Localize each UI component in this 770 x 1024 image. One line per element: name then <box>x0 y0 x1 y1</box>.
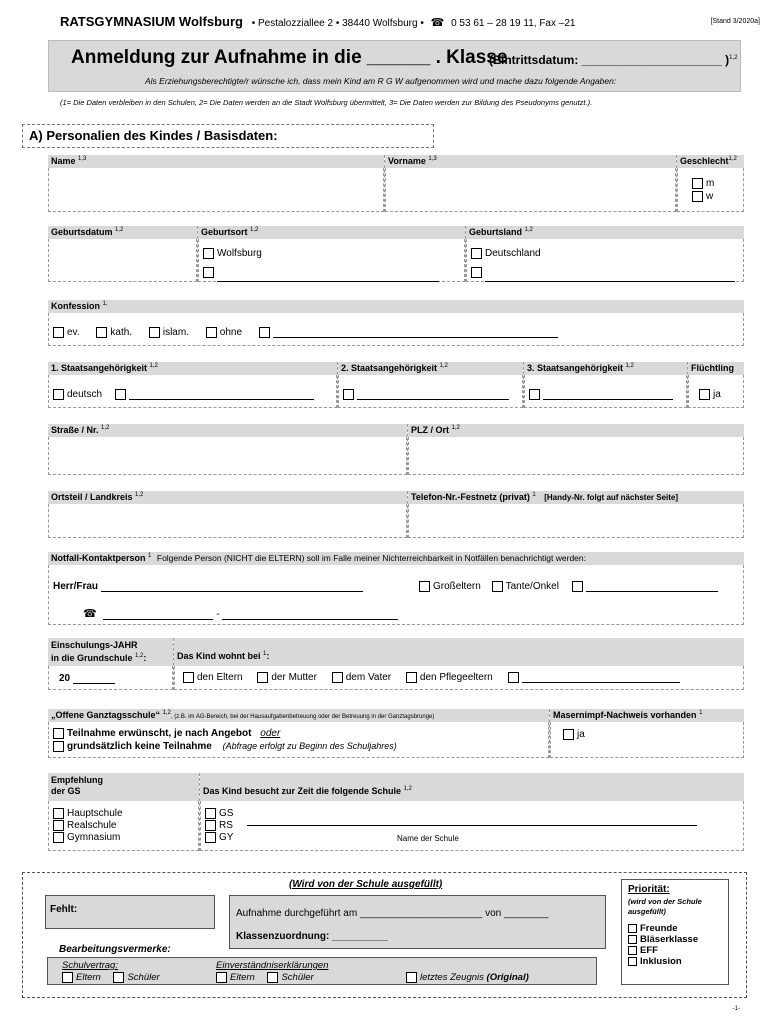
emp-hauptschule-label: Hauptschule <box>67 808 123 820</box>
ortsteil-label <box>48 491 407 504</box>
staat1-label <box>48 362 337 375</box>
notfall-phone-icon: ☎ <box>83 608 97 620</box>
deutschland-label: Deutschland <box>485 248 541 259</box>
ganztag-label <box>48 709 549 722</box>
tanteonkel-checkbox[interactable] <box>492 581 503 592</box>
school-name: RATSGYMNASIUM Wolfsburg <box>60 14 243 29</box>
aufnahme-box <box>229 895 606 949</box>
letterhead <box>60 14 760 30</box>
masern-label-text: Masernimpf-Nachweis vorhanden <box>553 710 697 720</box>
ganztag-field <box>48 722 549 758</box>
geburtsdatum-label-text: Geburtsdatum <box>51 227 113 237</box>
staat3-field <box>524 375 687 408</box>
fehlt-label: Fehlt: <box>50 904 78 915</box>
geburtsland-other-checkbox[interactable] <box>471 267 482 278</box>
schulname-line[interactable] <box>247 825 697 826</box>
vorname-label-text: Vorname <box>388 156 426 166</box>
konfession-cell <box>48 300 744 346</box>
prioritaet-note: (wird von der Schule ausgefüllt) <box>628 897 702 916</box>
notfall-sup: 1 <box>148 553 152 559</box>
prio-inklusion-checkbox[interactable] <box>628 957 637 966</box>
konf-ohne-checkbox[interactable] <box>206 327 217 338</box>
name-sup: 1,3 <box>78 156 87 162</box>
besucht-cell <box>200 773 744 851</box>
konfession-label <box>48 300 744 313</box>
geburtsort-other-checkbox[interactable] <box>203 267 214 278</box>
notfall-text: Folgende Person (NICHT die ELTERN) soll im Falle meiner Nichterreichbarkeit in Notfällen benachrichtigt werden: <box>156 553 586 563</box>
strasse-label-text: Straße / Nr. <box>51 425 99 435</box>
staat2-field <box>338 375 523 408</box>
wohnt-mutter-label: der Mutter <box>271 672 317 684</box>
einv-eltern-label: Eltern <box>230 972 255 984</box>
grosseltern-checkbox[interactable] <box>419 581 430 592</box>
wohnt-vater-checkbox[interactable] <box>332 672 343 683</box>
deutsch-label: deutsch <box>67 389 103 401</box>
konfession-field <box>48 313 744 346</box>
konf-kath-label: kath. <box>110 327 133 339</box>
einv-schueler-label: Schüler <box>281 972 314 984</box>
staat2-cell <box>338 362 524 408</box>
teilnahme-ja-label: Teilnahme erwünscht, je nach Angebot <box>67 728 252 739</box>
konf-other-checkbox[interactable] <box>259 327 270 338</box>
fluechtling-ja-label: ja <box>713 389 721 401</box>
vorname-sup: 1,3 <box>428 156 437 162</box>
prio-freunde-label: Freunde <box>640 923 678 934</box>
handy-note: [Handy-Nr. folgt auf nächster Seite] <box>544 493 679 502</box>
staat1-other-line[interactable] <box>129 390 314 400</box>
fluechtling-label: Flüchtling <box>688 362 744 375</box>
ortsteil-row <box>48 491 744 538</box>
tanteonkel-label: Tante/Onkel <box>505 581 559 593</box>
prio-freunde-checkbox[interactable] <box>628 924 637 933</box>
notfall-nummer-line[interactable] <box>222 610 398 620</box>
empfehlung-label-text: Empfehlung <box>51 775 103 785</box>
strasse-field[interactable] <box>48 437 407 475</box>
plz-cell <box>408 424 744 475</box>
masern-checkbox[interactable] <box>563 729 574 740</box>
vertrag-eltern-label: Eltern <box>76 972 101 984</box>
zeugnis-checkbox[interactable] <box>406 972 417 983</box>
staat3-line[interactable] <box>543 390 673 400</box>
geburtsland-other-line[interactable] <box>485 272 735 282</box>
masern-cell <box>550 709 744 758</box>
staat2-label-text: 2. Staatsangehörigkeit <box>341 363 438 373</box>
page-number: -1- <box>732 1006 740 1012</box>
besucht-label-text: Das Kind besucht zur Zeit die folgende Schule <box>203 786 402 796</box>
einschulung-field <box>48 666 173 690</box>
plz-label <box>408 424 744 437</box>
geburtsland-field <box>466 239 744 282</box>
einschulung-sup: 1,2 <box>135 653 144 659</box>
prioritaet-box <box>621 879 729 985</box>
ganztag-note: , (z.B. im AG-Bereich, bei der Hausaufgabenbetreuung oder der Betreuung in der Ganztagsbrunge) <box>170 714 435 720</box>
besucht-gy-checkbox[interactable] <box>205 832 216 843</box>
wohnt-label-text: Das Kind wohnt bei <box>177 651 261 661</box>
konfession-sup: 1, <box>102 301 108 307</box>
besucht-gs-label: GS <box>219 808 234 820</box>
staat1-sup: 1,2 <box>149 363 158 369</box>
konf-ev-label: ev. <box>67 327 80 339</box>
prio-blaeser-label: Bläserklasse <box>640 934 699 945</box>
wohnt-vater-label: dem Vater <box>345 672 392 684</box>
einschulung-label-text: Einschulungs-JAHR <box>51 640 138 650</box>
vertrag-eltern-checkbox[interactable] <box>62 972 73 983</box>
bearbeitung-label: Bearbeitungsvermerke: <box>59 944 171 955</box>
einschulung-row <box>48 638 744 690</box>
prio-blaeser-checkbox[interactable] <box>628 935 637 944</box>
school-address: • Pestalozziallee 2 • 38440 Wolfsburg • <box>251 18 424 29</box>
geschlecht-sup: 1,2 <box>728 156 737 162</box>
wohnt-label: Das Kind wohnt bei $^1$: <box>174 638 744 666</box>
herrfrau-label: Herr/Frau <box>53 581 99 592</box>
geschlecht-field <box>677 168 744 212</box>
staat2-label <box>338 362 523 375</box>
staat1-other-checkbox[interactable] <box>115 389 126 400</box>
staat-row <box>48 362 744 408</box>
address-row <box>48 424 744 475</box>
form-subtitle: Als Erziehungsberechtigte/r wünsche ich, dass mein Kind am R G W aufgenommen wird und mache dazu folgende Angaben: <box>145 76 617 86</box>
geburtsort-field <box>198 239 465 282</box>
empfehlung-label-text2: der GS <box>51 786 81 796</box>
aufnahme-label: Aufnahme durchgeführt am ______________________ von ________ <box>236 908 549 919</box>
wohnt-eltern-label: den Eltern <box>197 672 243 684</box>
deutsch-checkbox[interactable] <box>53 389 64 400</box>
vertrag-schueler-checkbox[interactable] <box>113 972 124 983</box>
wohnt-other-line[interactable] <box>522 673 680 683</box>
strasse-sup: 1,2 <box>101 425 110 431</box>
schulname-caption: Name der Schule <box>397 834 459 843</box>
abfrage-note: (Abfrage erfolgt zu Beginn des Schuljahres) <box>222 741 397 751</box>
emp-gymnasium-checkbox[interactable] <box>53 832 64 843</box>
wohnt-cell <box>174 638 744 690</box>
geburtsdatum-cell <box>48 226 198 282</box>
zeugnis-label: letztes Zeugnis <box>420 972 484 984</box>
name-row <box>48 155 744 212</box>
ganztag-cell <box>48 709 550 758</box>
notfall-vorwahl-line[interactable] <box>103 610 213 620</box>
strasse-cell <box>48 424 408 475</box>
einv-eltern-checkbox[interactable] <box>216 972 227 983</box>
notfall-row <box>48 552 744 625</box>
telefon-cell <box>408 491 744 538</box>
strasse-label <box>48 424 407 437</box>
notfall-other-line[interactable] <box>586 582 718 592</box>
fehlt-box <box>45 895 215 929</box>
plz-field[interactable] <box>408 437 744 475</box>
konf-ohne-label: ohne <box>219 327 243 339</box>
ortsteil-label-text: Ortsteil / Landkreis <box>51 492 133 502</box>
vertrag-schueler-label: Schüler <box>127 972 160 984</box>
bearbeitung-box <box>47 957 597 985</box>
male-label: m <box>706 178 715 189</box>
klassen-label: Klassenzuordnung: __________ <box>236 931 388 942</box>
female-label: w <box>706 191 714 202</box>
ortsteil-field[interactable] <box>48 504 407 538</box>
geburtsort-other-line[interactable] <box>217 272 439 282</box>
telefon-label <box>408 491 744 504</box>
data-footnote: (1= Die Daten verbleiben in den Schulen, 2= Die Daten werden an die Stadt Wolfsburg übermittelt, 3= Die Daten werden zur Bildung des Pseudonyms genutzt.). <box>60 98 593 107</box>
emp-realschule-label: Realschule <box>67 820 117 832</box>
besucht-gs-checkbox[interactable] <box>205 808 216 819</box>
einschulung-label: Einschulungs-JAHR in die Grundschule $^{1,2}$: <box>48 638 173 666</box>
wohnt-sup: 1 <box>263 651 267 657</box>
wohnt-pflege-label: den Pflegeeltern <box>419 672 493 684</box>
prio-eff-checkbox[interactable] <box>628 946 637 955</box>
name-cell <box>48 155 385 212</box>
staat3-label-text: 3. Staatsangehörigkeit <box>527 363 624 373</box>
name-label-text: Name <box>51 156 76 166</box>
grosseltern-label: Großeltern <box>433 581 481 593</box>
geschlecht-cell <box>677 155 744 212</box>
teilnahme-nein-label: grundsätzlich keine Teilnahme <box>67 741 212 752</box>
name-field[interactable] <box>48 168 384 212</box>
empfehlung-row <box>48 773 744 851</box>
emp-hauptschule-checkbox[interactable] <box>53 808 64 819</box>
female-checkbox[interactable] <box>692 191 703 202</box>
geburtsort-label <box>198 226 465 239</box>
staat3-label <box>524 362 687 375</box>
einschulung-label-text2: in die Grundschule <box>51 653 133 663</box>
schulvertrag-label: Schulvertrag: <box>62 960 118 971</box>
notfall-name-line[interactable] <box>101 582 363 592</box>
deutschland-checkbox[interactable] <box>471 248 482 259</box>
einv-schueler-checkbox[interactable] <box>267 972 278 983</box>
staat1-label-text: 1. Staatsangehörigkeit <box>51 363 148 373</box>
wolfsburg-label: Wolfsburg <box>217 248 262 259</box>
school-phone: 0 53 61 – 28 19 11, Fax –21 <box>451 18 576 29</box>
konf-kath-checkbox[interactable] <box>96 327 107 338</box>
geschlecht-label-text: Geschlecht <box>680 156 729 166</box>
staat3-sup: 1,2 <box>625 363 634 369</box>
prio-eff-label: EFF <box>640 945 658 956</box>
ortsteil-cell <box>48 491 408 538</box>
oder-label: oder <box>260 728 281 739</box>
notfall-other-checkbox[interactable] <box>572 581 583 592</box>
fluechtling-checkbox[interactable] <box>699 389 710 400</box>
geburtsort-cell <box>198 226 466 282</box>
geschlecht-label <box>677 155 744 168</box>
empfehlung-cell <box>48 773 200 851</box>
empfehlung-field <box>48 801 199 851</box>
vorname-cell <box>385 155 677 212</box>
jahr-prefix: 20 <box>59 673 71 684</box>
ganztag-sup: 1,2 <box>162 710 171 716</box>
geburtsort-label-text: Geburtsort <box>201 227 248 237</box>
teilnahme-ja-checkbox[interactable] <box>53 728 64 739</box>
geburtsdatum-label <box>48 226 197 239</box>
konf-islam-checkbox[interactable] <box>149 327 160 338</box>
entry-date <box>489 53 737 67</box>
einschulung-cell <box>48 638 174 690</box>
staat2-sup: 1,2 <box>439 363 448 369</box>
wohnt-field <box>174 666 744 690</box>
notfall-label <box>48 552 744 565</box>
konf-other-line[interactable] <box>273 328 558 338</box>
masern-ja-label: ja <box>577 729 585 741</box>
wohnt-other-checkbox[interactable] <box>508 672 519 683</box>
staat1-field <box>48 375 337 408</box>
male-checkbox[interactable] <box>692 178 703 189</box>
besucht-gy-label: GY <box>219 832 234 844</box>
school-use-box <box>22 872 747 998</box>
empfehlung-label <box>48 773 199 801</box>
section-a-title: A) Personalien des Kindes / Basisdaten: <box>22 124 434 148</box>
birth-row <box>48 226 744 282</box>
notfall-field <box>48 565 744 625</box>
wohnt-mutter-checkbox[interactable] <box>257 672 268 683</box>
besucht-field <box>200 801 744 851</box>
fluechtling-field <box>688 375 744 408</box>
prioritaet-label: Priorität: <box>628 884 670 895</box>
ortsteil-sup: 1,2 <box>135 492 144 498</box>
besucht-rs-checkbox[interactable] <box>205 820 216 831</box>
staat1-cell <box>48 362 338 408</box>
geburtsland-cell <box>466 226 744 282</box>
geburtsland-label <box>466 226 744 239</box>
ganztag-label-text: „Offene Ganztagsschule“ <box>51 710 161 720</box>
wolfsburg-checkbox[interactable] <box>203 248 214 259</box>
notfall-cell <box>48 552 744 625</box>
emp-realschule-checkbox[interactable] <box>53 820 64 831</box>
teilnahme-nein-checkbox[interactable] <box>53 741 64 752</box>
jahr-line[interactable] <box>73 674 115 684</box>
fluechtling-cell <box>688 362 744 408</box>
title-box <box>48 40 741 92</box>
telefon-field[interactable] <box>408 504 744 538</box>
telefon-sup: 1 <box>532 492 536 498</box>
emp-gymnasium-label: Gymnasium <box>67 832 121 844</box>
besucht-label <box>200 773 744 801</box>
entry-date-sup: 1,2 <box>729 55 738 61</box>
konf-ev-checkbox[interactable] <box>53 327 64 338</box>
stand-label: [Stand 3/2020a] <box>710 18 760 25</box>
wohnt-eltern-checkbox[interactable] <box>183 672 194 683</box>
school-box-title: (Wird von der Schule ausgefüllt) <box>289 879 443 890</box>
masern-sup: 1 <box>699 710 703 716</box>
einverstaendnis-label: Einverständniserklärungen <box>216 960 329 971</box>
prio-inklusion-label: Inklusion <box>640 956 682 967</box>
geburtsland-sup: 1,2 <box>524 227 533 233</box>
plz-label-text: PLZ / Ort <box>411 425 449 435</box>
besucht-sup: 1,2 <box>403 786 412 792</box>
geburtsdatum-field[interactable] <box>48 239 197 282</box>
form-title: Anmeldung zur Aufnahme in die ______ . Klasse <box>71 47 508 68</box>
konfession-row <box>48 300 744 346</box>
staat2-checkbox[interactable] <box>343 389 354 400</box>
name-label <box>48 155 384 168</box>
geburtsort-sup: 1,2 <box>250 227 259 233</box>
plz-sup: 1,2 <box>451 425 460 431</box>
original-label: (Original) <box>486 972 529 984</box>
entry-date-label: (Eintrittsdatum: _____________________ ) <box>489 53 730 67</box>
vorname-field[interactable] <box>385 168 676 212</box>
ganztag-row <box>48 709 744 758</box>
notfall-label-text: Notfall-Kontaktperson <box>51 553 146 563</box>
staat2-line[interactable] <box>357 390 509 400</box>
staat3-cell <box>524 362 688 408</box>
konf-islam-label: islam. <box>162 327 189 339</box>
staat3-checkbox[interactable] <box>529 389 540 400</box>
phone-icon: ☎ <box>430 17 445 29</box>
wohnt-pflege-checkbox[interactable] <box>406 672 417 683</box>
masern-field <box>550 722 744 758</box>
masern-label <box>550 709 744 722</box>
besucht-rs-label: RS <box>219 820 233 832</box>
geburtsland-label-text: Geburtsland <box>469 227 523 237</box>
telefon-label-text: Telefon-Nr.-Festnetz (privat) <box>411 492 530 502</box>
vorname-label <box>385 155 676 168</box>
notfall-phone-dash: - <box>216 609 220 620</box>
geburtsdatum-sup: 1,2 <box>115 227 124 233</box>
konfession-label-text: Konfession <box>51 301 101 311</box>
